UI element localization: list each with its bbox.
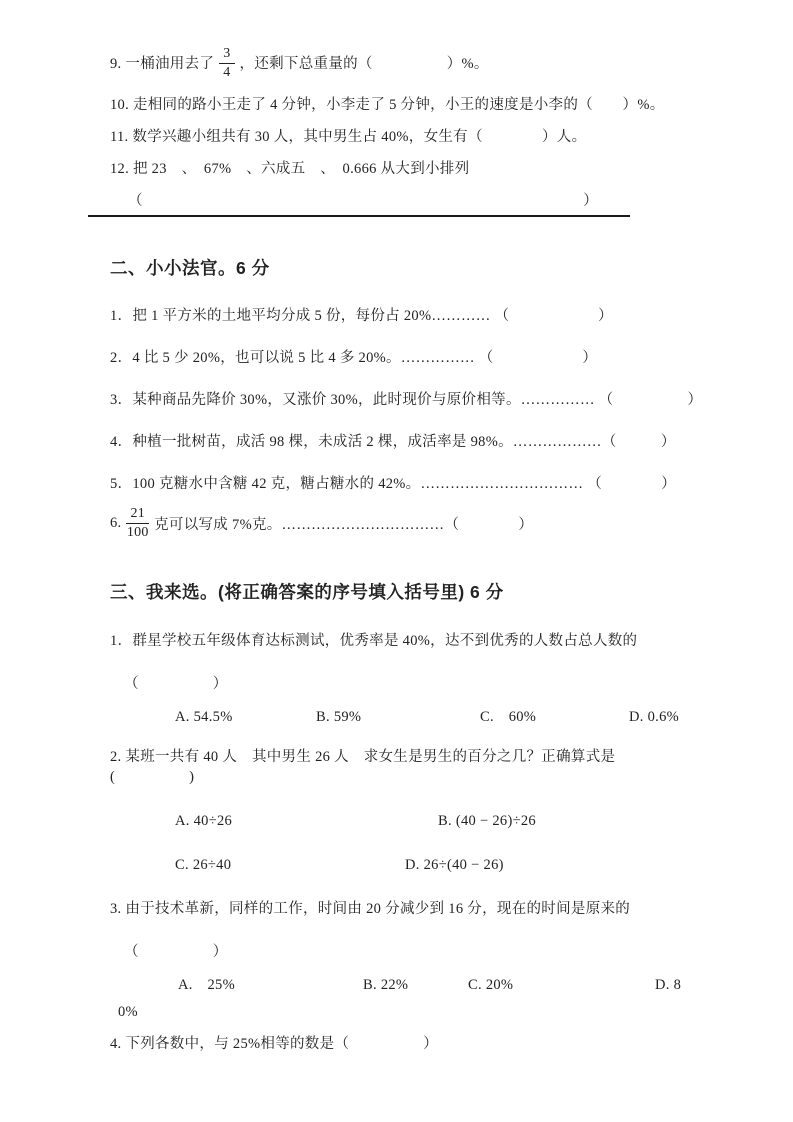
option-b: B. 59% xyxy=(316,709,362,726)
option-c: C. 20% xyxy=(468,977,514,994)
option-d: D. 0.6% xyxy=(629,709,680,726)
answer-blank-line xyxy=(88,189,630,217)
tf-item-3: 3．某种商品先降价 30%，又涨价 30%，此时现价与原价相等。…………… （ ） xyxy=(110,392,703,409)
option-a: A. 54.5% xyxy=(175,709,233,726)
open-paren: （ xyxy=(128,193,143,210)
fraction-numerator: 3 xyxy=(219,46,234,64)
fraction-numerator: 21 xyxy=(126,506,149,524)
option-d: D. 26÷(40 − 26) xyxy=(405,857,504,874)
tf-item-5: 5．100 克糖水中含糖 42 克，糖占糖水的 42%。…………………………… （ ） xyxy=(110,476,677,493)
fraction-denominator: 100 xyxy=(126,525,149,541)
mc-question-3-option-d-wrap: 0% xyxy=(118,1004,138,1021)
option-a: A. 25% xyxy=(178,977,235,994)
fraction-21-100 xyxy=(126,506,149,541)
option-c: C. 26÷40 xyxy=(175,857,232,874)
question-10: 10. 走相同的路小王走了 4 分钟，小李走了 5 分钟，小王的速度是小李的（ ）%。 xyxy=(110,97,665,114)
question-11: 11. 数学兴趣小组共有 30 人，其中男生占 40%，女生有（ ）人。 xyxy=(110,129,587,146)
tf-item-6-number: 6. xyxy=(110,515,122,532)
mc-question-2-options-row-2 xyxy=(175,856,698,875)
section-two-heading: 二、小小法官。6 分 xyxy=(110,258,270,279)
question-12: 12. 把 23 、 67% 、六成五 、 0.666 从大到小排列 xyxy=(110,161,470,178)
mc-question-2-options-row-1 xyxy=(175,812,698,831)
option-c: C. 60% xyxy=(480,709,537,726)
mc-question-1-options xyxy=(175,708,698,727)
tf-item-2: 2．4 比 5 少 20%，也可以说 5 比 4 多 20%。…………… （ ） xyxy=(110,350,598,367)
option-d: D. 8 xyxy=(655,977,682,994)
tf-item-6 xyxy=(110,506,698,541)
mc-question-1-paren: （ ） xyxy=(124,676,228,693)
question-9-post: ，还剩下总重量的（ ）%。 xyxy=(239,55,489,72)
question-9-pre: 9. 一桶油用去了 xyxy=(110,55,215,72)
mc-question-1: 1．群星学校五年级体育达标测试，优秀率是 40%，达不到优秀的人数占总人数的 xyxy=(110,633,638,650)
section-three-heading: 三、我来选。(将正确答案的序号填入括号里) 6 分 xyxy=(110,582,504,603)
question-9 xyxy=(110,46,698,81)
fraction-three-fourths xyxy=(219,46,234,81)
tf-item-6-text: 克可以写成 7%克。……………………………（ ） xyxy=(154,517,534,534)
mc-question-2: 2. 某班一共有 40 人 其中男生 26 人 求女生是男生的百分之几？正确算式是( ) xyxy=(110,749,616,786)
option-b: B. (40 − 26)÷26 xyxy=(438,813,536,830)
option-b: B. 22% xyxy=(363,977,409,994)
close-paren: ） xyxy=(583,193,598,210)
mc-question-3-paren: （ ） xyxy=(124,944,228,961)
fraction-denominator: 4 xyxy=(223,65,231,81)
mc-question-3: 3. 由于技术革新，同样的工作，时间由 20 分减少到 16 分，现在的时间是原来的 xyxy=(110,901,631,918)
tf-item-1: 1．把 1 平方米的土地平均分成 5 份，每份占 20%………… （ ） xyxy=(110,308,613,325)
mc-question-3-options xyxy=(178,976,698,995)
option-a: A. 40÷26 xyxy=(175,813,233,830)
tf-item-4: 4．种植一批树苗，成活 98 棵，未成活 2 棵，成活率是 98%。………………（ ） xyxy=(110,434,676,451)
mc-question-4: 4. 下列各数中，与 25%相等的数是（ ） xyxy=(110,1036,439,1053)
